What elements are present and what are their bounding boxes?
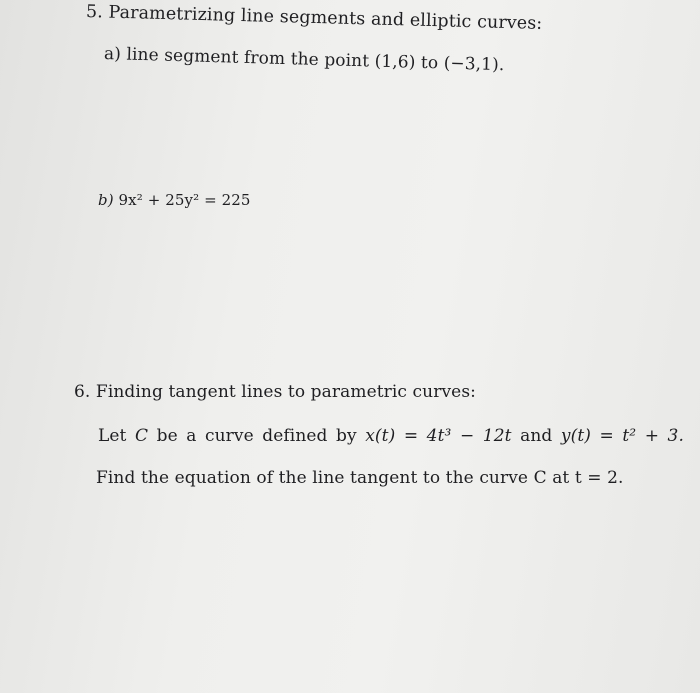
q6-and-text: and: [520, 426, 553, 446]
question-5a: [104, 44, 505, 75]
q6-curve-symbol: C: [135, 426, 149, 446]
question-6-statement: [98, 426, 684, 446]
question-6-heading: 6. Finding tangent lines to parametric curves:: [74, 382, 476, 402]
q6-let-text: Let: [98, 426, 127, 446]
question-5b-equation: 9x² + 25y² = 225: [118, 191, 251, 209]
q6-defined-text: be a curve defined by: [156, 426, 357, 446]
question-5a-label: a): [103, 44, 122, 65]
q6-x-equation: x(t) = 4t³ − 12t: [365, 426, 512, 446]
question-5a-text: line segment from the point (1,6) to (−3,1).: [126, 44, 505, 76]
question-5-heading: 5. Parametrizing line segments and elliptic curves:: [85, 2, 543, 34]
question-6-task: Find the equation of the line tangent to the curve C at t = 2.: [96, 468, 624, 488]
q6-y-equation: y(t) = t² + 3.: [560, 426, 684, 446]
question-5b-label: b): [98, 191, 114, 209]
question-5b: [98, 191, 251, 209]
